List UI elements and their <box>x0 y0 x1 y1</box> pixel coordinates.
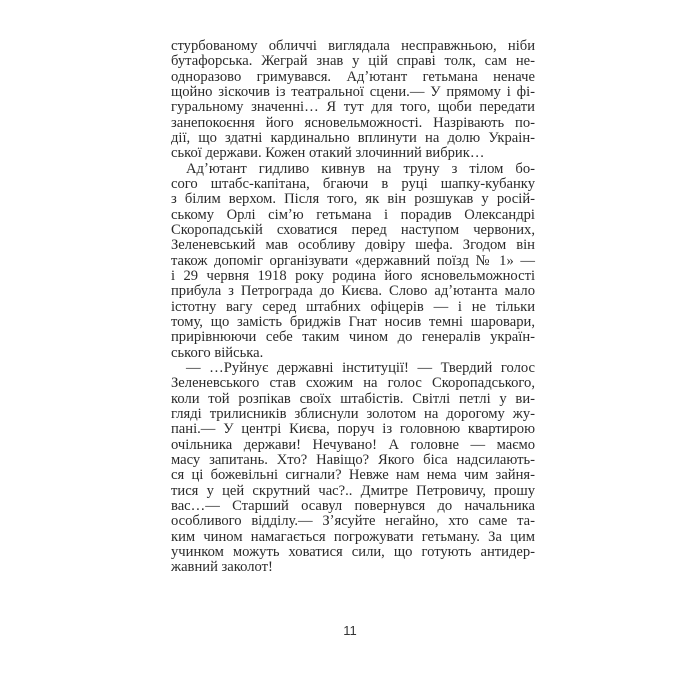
text-line: стурбованому обличчі виглядала несправжньою, ніби <box>171 38 535 54</box>
text-line: ському Орлі сімʼю гетьмана і порадив Олександрі <box>171 206 535 223</box>
text-line: вас…— Старший осавул повернувся до начальника <box>171 497 535 514</box>
text-line: прирівнюючи себе таким чином до генералів україн- <box>171 329 535 346</box>
text-line: — …Руйнує державні інституції! — Твердий голос <box>186 359 535 376</box>
paragraph <box>171 39 535 162</box>
text-line: ким чином намагається погрожувати гетьману. За цим <box>171 528 535 545</box>
text-line: одноразово гримувався. Адʼютант гетьмана неначе <box>171 68 535 85</box>
text-line: гляді трилисників зблиснули золотом на дорогому жу- <box>171 405 535 422</box>
text-line: Скоропадській сховатися перед наступом червоних, <box>171 221 535 238</box>
paragraph <box>171 361 535 576</box>
text-line: пані.— У центрі Києва, поруч із головною квартирою <box>171 421 535 438</box>
text-line: щойно зіскочив із театральної сцени.— У прямому і фі- <box>171 83 535 100</box>
paragraph <box>171 162 535 361</box>
text-line: Адʼютант гидливо кивнув на труну з тілом бо- <box>186 160 535 177</box>
text-line: занепокоєння його ясновельможності. Назрівають по- <box>171 114 535 131</box>
text-line: ся ці божевільні сигнали? Невже нам нема чим зайня- <box>171 467 535 484</box>
text-line: і 29 червня 1918 року родина його ясновельможності <box>171 267 535 284</box>
text-line: масу запитань. Хто? Навіщо? Якого біса надсилають- <box>171 451 535 468</box>
text-line: з білим верхом. Після того, як він розшукав у росій- <box>171 191 535 208</box>
text-line: Зеленевського став схожим на голос Скоропадського, <box>171 375 535 392</box>
text-line: гуральному значенні… Я тут для того, щоби передати <box>171 99 535 116</box>
text-line: коли той розпікав своїх штабістів. Світлі петлі у ви- <box>171 390 535 407</box>
text-line: прибула з Петрограда до Києва. Слово адʼютанта мало <box>171 283 535 300</box>
text-line: бутафорська. Жеграй знав у цій справі толк, сам не- <box>171 53 535 70</box>
book-page-text <box>171 39 535 575</box>
text-line: учинком можуть ховатися сили, що готують антидер- <box>171 543 535 560</box>
text-line: особливого відділу.— Зʼясуйте негайно, хто саме та- <box>171 513 535 530</box>
text-line: сого штабс-капітана, бгаючи в руці шапку-кубанку <box>171 175 535 192</box>
text-line: Зеленевський мав особливу довіру шефа. Згодом він <box>171 237 535 254</box>
text-line: тому, що замість бриджів Гнат носив темні шаровари, <box>171 313 535 330</box>
text-line: дії, що здатні кардинально вплинути на долю Украін- <box>171 129 535 146</box>
text-line: тися у цей скрутний час?.. Дмитре Петровичу, прошу <box>171 482 535 499</box>
text-line: також допоміг організувати «державний поїзд № 1» — <box>171 252 535 269</box>
page-number: 11 <box>343 623 357 638</box>
text-line: жавний заколот! <box>171 559 273 576</box>
text-line: ського війська. <box>171 344 264 361</box>
text-line: істотну вагу серед штабних офіцерів — і не тільки <box>171 298 535 315</box>
text-line: очільника держави! Нечувано! А головне — маємо <box>171 436 535 453</box>
text-line: ської держави. Кожен отакий злочинний вибрик… <box>171 145 485 162</box>
